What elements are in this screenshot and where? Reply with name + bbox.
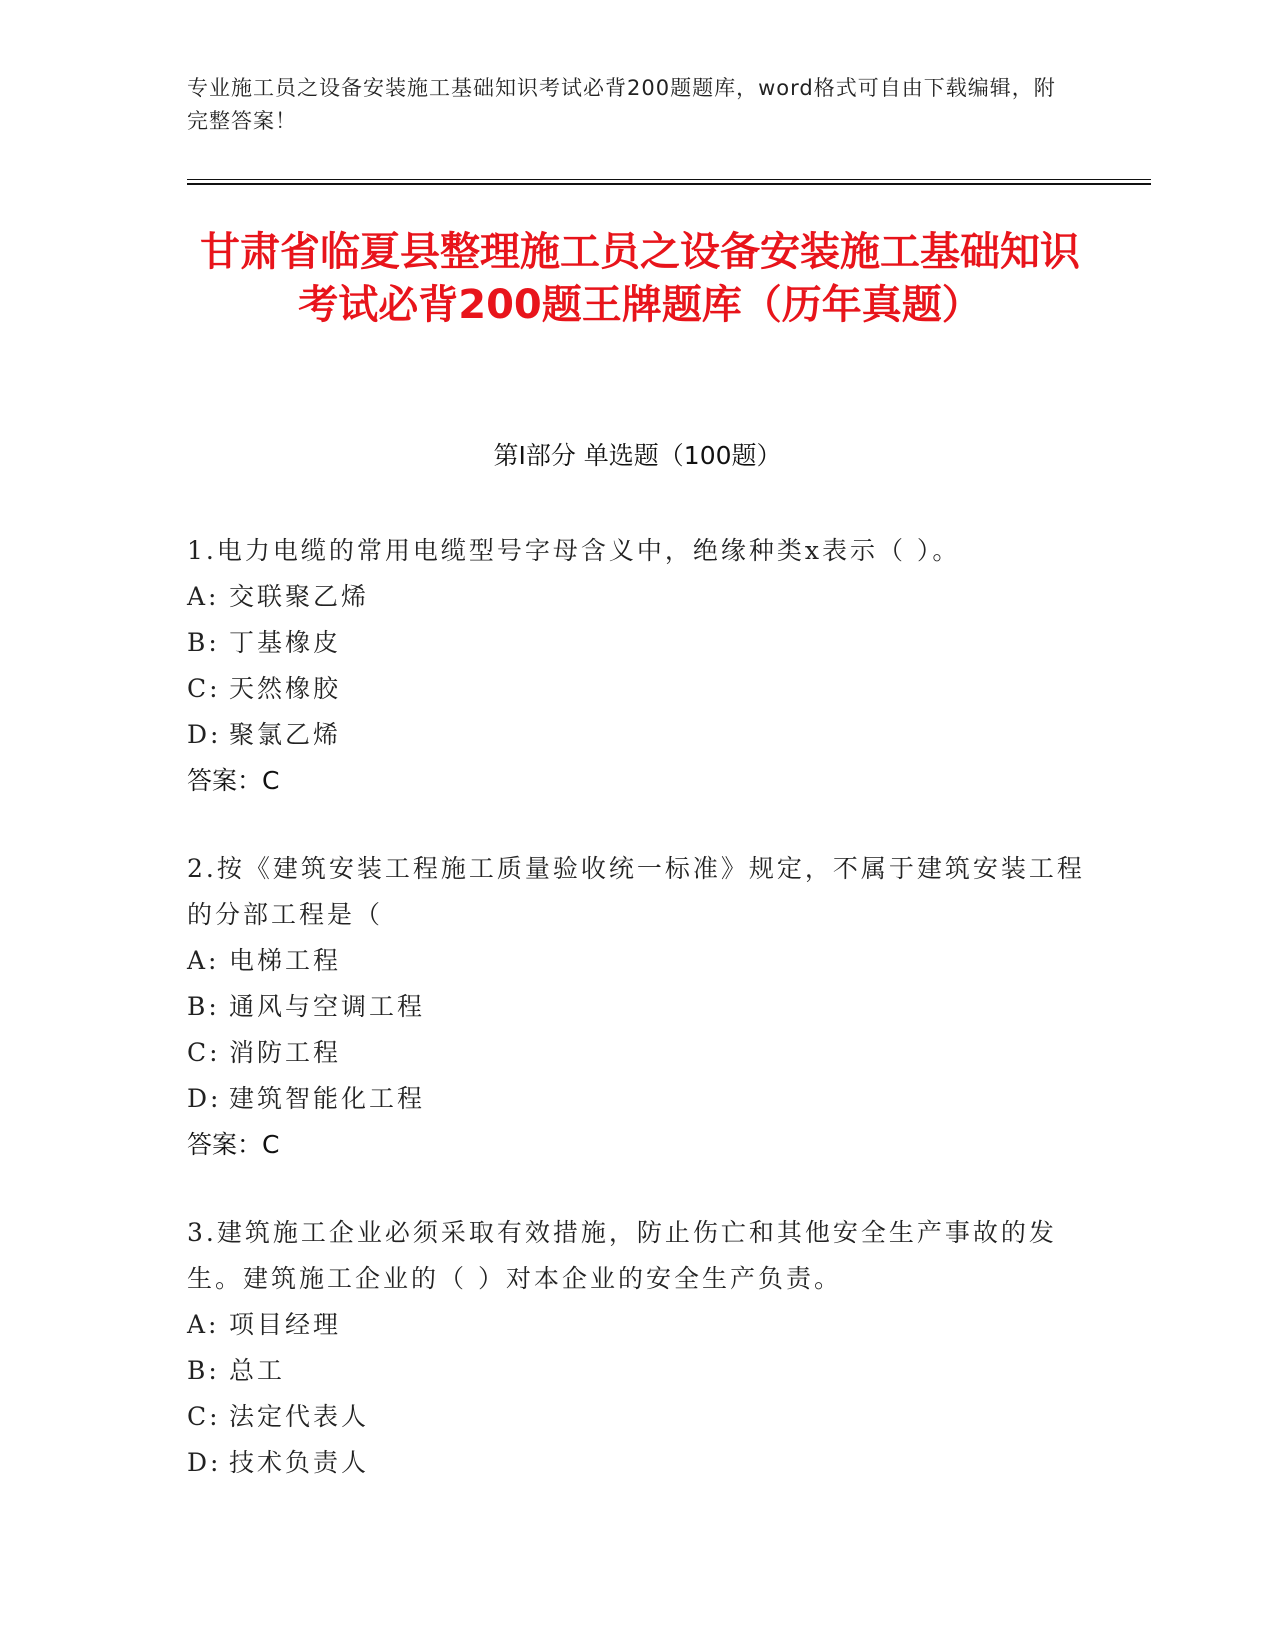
header-divider-thin	[187, 179, 1151, 180]
header-note: 专业施工员之设备安装施工基础知识考试必背200题题库，word格式可自由下载编辑，附完整答案！	[187, 76, 1056, 133]
option-b	[187, 620, 1087, 666]
option-letter: B:	[187, 992, 220, 1021]
option-letter: A:	[187, 946, 220, 975]
option-text: 通风与空调工程	[229, 992, 426, 1021]
question-1	[187, 528, 1087, 804]
option-text: 电梯工程	[229, 946, 342, 975]
option-a	[187, 1302, 1087, 1348]
option-d	[187, 712, 1087, 758]
section-heading: 第I部分 单选题（100题）	[493, 441, 782, 470]
option-text: 项目经理	[229, 1310, 342, 1339]
option-letter: A:	[187, 1310, 220, 1339]
option-c	[187, 666, 1087, 712]
option-c	[187, 1030, 1087, 1076]
option-text: 天然橡胶	[229, 674, 342, 703]
option-text: 交联聚乙烯	[229, 582, 370, 611]
option-letter: C:	[187, 1038, 221, 1067]
question-stem: 2.按《建筑安装工程施工质量验收统一标准》规定，不属于建筑安装工程的分部工程是（	[187, 854, 1085, 929]
option-letter: D:	[187, 720, 222, 749]
option-text: 消防工程	[229, 1038, 342, 1067]
option-letter: D:	[187, 1084, 222, 1113]
option-letter: C:	[187, 674, 221, 703]
option-letter: B:	[187, 1356, 220, 1385]
question-stem: 3.建筑施工企业必须采取有效措施，防止伤亡和其他安全生产事故的发生。建筑施工企业的（ ）对本企业的安全生产负责。	[187, 1218, 1057, 1293]
option-b	[187, 984, 1087, 1030]
option-text: 建筑智能化工程	[229, 1084, 426, 1113]
option-text: 聚氯乙烯	[229, 720, 342, 749]
question-2	[187, 846, 1087, 1168]
option-d	[187, 1440, 1087, 1486]
question-3	[187, 1210, 1087, 1486]
option-letter: A:	[187, 582, 220, 611]
option-d	[187, 1076, 1087, 1122]
option-a	[187, 574, 1087, 620]
question-stem: 1.电力电缆的常用电缆型号字母含义中，绝缘种类x表示（ ）。	[187, 536, 961, 565]
option-letter: C:	[187, 1402, 221, 1431]
option-a	[187, 938, 1087, 984]
answer-line: 答案：C	[187, 766, 280, 795]
option-c	[187, 1394, 1087, 1440]
option-text: 法定代表人	[229, 1402, 370, 1431]
option-text: 丁基橡皮	[229, 628, 342, 657]
question-list	[187, 528, 1087, 1528]
answer-line: 答案：C	[187, 1130, 280, 1159]
option-b	[187, 1348, 1087, 1394]
document-title: 甘肃省临夏县整理施工员之设备安装施工基础知识考试必背200题王牌题库（历年真题）	[200, 229, 1080, 328]
option-text: 技术负责人	[229, 1448, 370, 1477]
header-divider-thick	[187, 183, 1151, 185]
option-text: 总工	[229, 1356, 286, 1385]
option-letter: D:	[187, 1448, 222, 1477]
option-letter: B:	[187, 628, 220, 657]
